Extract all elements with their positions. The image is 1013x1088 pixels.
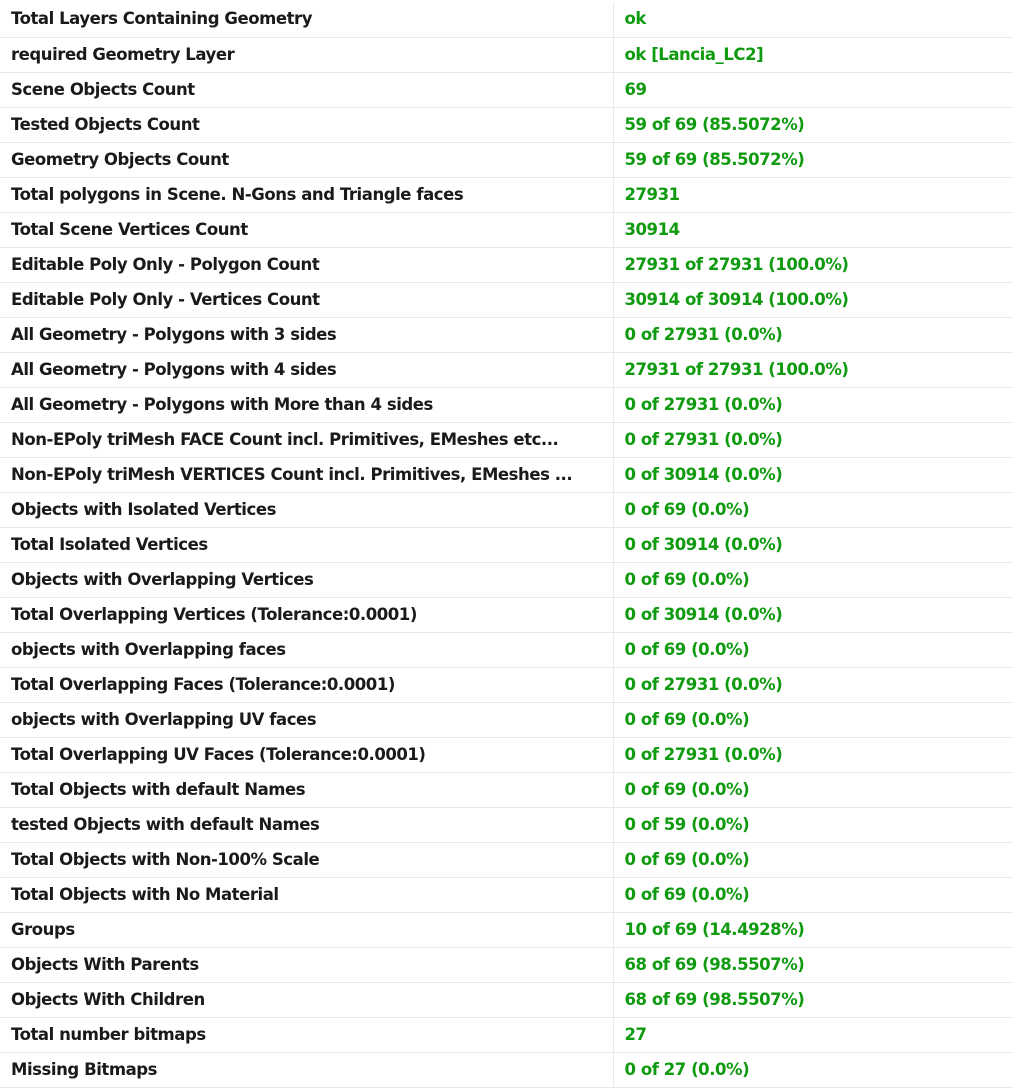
table-row <box>0 807 1013 842</box>
row-label: All Geometry - Polygons with 3 sides <box>0 317 613 352</box>
table-row <box>0 1052 1013 1087</box>
row-value: 0 of 69 (0.0%) <box>613 492 1013 527</box>
row-value: 27931 <box>613 177 1013 212</box>
table-row <box>0 947 1013 982</box>
row-value: 69 <box>613 72 1013 107</box>
table-row <box>0 597 1013 632</box>
table-row <box>0 842 1013 877</box>
table-row <box>0 702 1013 737</box>
row-label: Scene Objects Count <box>0 72 613 107</box>
table-row <box>0 142 1013 177</box>
table-row <box>0 317 1013 352</box>
table-row <box>0 772 1013 807</box>
row-label: Total Isolated Vertices <box>0 527 613 562</box>
row-label: Total Objects with Non-100% Scale <box>0 842 613 877</box>
row-value: ok <box>613 2 1013 37</box>
table-row <box>0 562 1013 597</box>
table-row <box>0 282 1013 317</box>
table-row <box>0 982 1013 1017</box>
row-label: Objects With Children <box>0 982 613 1017</box>
row-value: 27931 of 27931 (100.0%) <box>613 352 1013 387</box>
row-value: 0 of 30914 (0.0%) <box>613 597 1013 632</box>
row-value: 0 of 69 (0.0%) <box>613 772 1013 807</box>
table-row <box>0 422 1013 457</box>
table-row <box>0 107 1013 142</box>
row-label: Objects with Overlapping Vertices <box>0 562 613 597</box>
row-value: 0 of 27931 (0.0%) <box>613 422 1013 457</box>
row-value: 0 of 27931 (0.0%) <box>613 317 1013 352</box>
row-value: 0 of 69 (0.0%) <box>613 842 1013 877</box>
table-row <box>0 212 1013 247</box>
table-row <box>0 737 1013 772</box>
row-value: 0 of 69 (0.0%) <box>613 702 1013 737</box>
row-value: 0 of 27931 (0.0%) <box>613 667 1013 702</box>
row-label: Total Objects with default Names <box>0 772 613 807</box>
row-label: Total polygons in Scene. N-Gons and Triangle faces <box>0 177 613 212</box>
table-row <box>0 352 1013 387</box>
table-row <box>0 457 1013 492</box>
row-value: ok [Lancia_LC2] <box>613 37 1013 72</box>
row-value: 59 of 69 (85.5072%) <box>613 107 1013 142</box>
table-row <box>0 37 1013 72</box>
table-row <box>0 2 1013 37</box>
row-label: Total Scene Vertices Count <box>0 212 613 247</box>
row-value: 0 of 69 (0.0%) <box>613 877 1013 912</box>
row-label: Total Overlapping Faces (Tolerance:0.0001) <box>0 667 613 702</box>
row-label: objects with Overlapping UV faces <box>0 702 613 737</box>
row-value: 0 of 27 (0.0%) <box>613 1052 1013 1087</box>
table-row <box>0 877 1013 912</box>
row-label: Total Overlapping Vertices (Tolerance:0.0001) <box>0 597 613 632</box>
table-row <box>0 912 1013 947</box>
row-label: objects with Overlapping faces <box>0 632 613 667</box>
row-value: 27931 of 27931 (100.0%) <box>613 247 1013 282</box>
row-value: 0 of 27931 (0.0%) <box>613 387 1013 422</box>
row-label: required Geometry Layer <box>0 37 613 72</box>
row-value: 0 of 30914 (0.0%) <box>613 457 1013 492</box>
row-label: Non-EPoly triMesh FACE Count incl. Primitives, EMeshes etc... <box>0 422 613 457</box>
row-value: 59 of 69 (85.5072%) <box>613 142 1013 177</box>
row-label: Editable Poly Only - Vertices Count <box>0 282 613 317</box>
row-label: Total number bitmaps <box>0 1017 613 1052</box>
row-value: 0 of 69 (0.0%) <box>613 562 1013 597</box>
row-label: Missing Bitmaps <box>0 1052 613 1087</box>
row-label: Geometry Objects Count <box>0 142 613 177</box>
row-value: 0 of 69 (0.0%) <box>613 632 1013 667</box>
table-row <box>0 632 1013 667</box>
row-label: Non-EPoly triMesh VERTICES Count incl. Primitives, EMeshes ... <box>0 457 613 492</box>
row-value: 68 of 69 (98.5507%) <box>613 982 1013 1017</box>
table-row <box>0 247 1013 282</box>
row-value: 27 <box>613 1017 1013 1052</box>
scene-report-table <box>0 2 1013 1088</box>
row-value: 68 of 69 (98.5507%) <box>613 947 1013 982</box>
table-row <box>0 492 1013 527</box>
row-label: Objects with Isolated Vertices <box>0 492 613 527</box>
table-row <box>0 1017 1013 1052</box>
row-value: 30914 <box>613 212 1013 247</box>
row-label: Total Overlapping UV Faces (Tolerance:0.0001) <box>0 737 613 772</box>
row-label: Objects With Parents <box>0 947 613 982</box>
row-label: tested Objects with default Names <box>0 807 613 842</box>
table-row <box>0 667 1013 702</box>
table-row <box>0 387 1013 422</box>
row-label: Tested Objects Count <box>0 107 613 142</box>
row-label: Total Objects with No Material <box>0 877 613 912</box>
table-row <box>0 72 1013 107</box>
row-label: Groups <box>0 912 613 947</box>
row-value: 0 of 59 (0.0%) <box>613 807 1013 842</box>
row-value: 0 of 30914 (0.0%) <box>613 527 1013 562</box>
table-row <box>0 527 1013 562</box>
row-value: 10 of 69 (14.4928%) <box>613 912 1013 947</box>
row-label: All Geometry - Polygons with More than 4 sides <box>0 387 613 422</box>
row-value: 0 of 27931 (0.0%) <box>613 737 1013 772</box>
report-table-body <box>0 2 1013 1087</box>
row-label: Editable Poly Only - Polygon Count <box>0 247 613 282</box>
row-label: Total Layers Containing Geometry <box>0 2 613 37</box>
table-row <box>0 177 1013 212</box>
row-label: All Geometry - Polygons with 4 sides <box>0 352 613 387</box>
row-value: 30914 of 30914 (100.0%) <box>613 282 1013 317</box>
